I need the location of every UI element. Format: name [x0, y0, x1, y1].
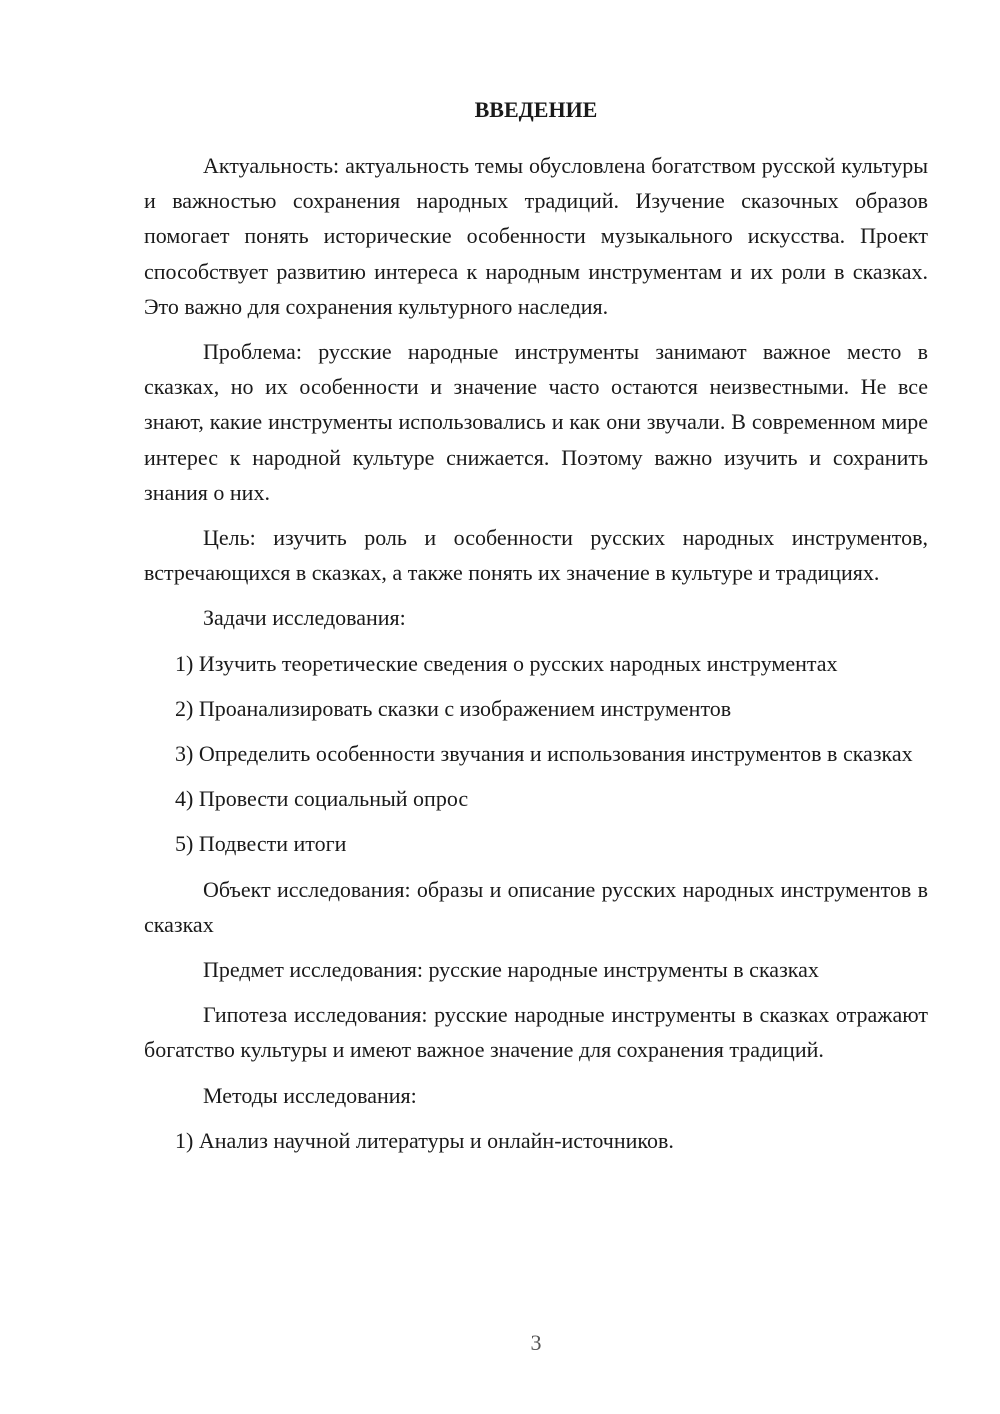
document-page — [144, 92, 928, 1168]
method-item: 1) Анализ научной литературы и онлайн-источников. — [175, 1127, 674, 1153]
task-item: 1) Изучить теоретические сведения о русских народных инструментах — [175, 650, 838, 676]
task-item: 4) Провести социальный опрос — [175, 786, 469, 812]
task-item: 2) Проанализировать сказки с изображением инструментов — [175, 695, 732, 721]
paragraph-object: Объект исследования: образы и описание русских народных инструментов в сказках — [144, 876, 928, 937]
task-item: 3) Определить особенности звучания и использования инструментов в сказках — [175, 741, 913, 767]
paragraph-goal: Цель: изучить роль и особенности русских народных инструментов, встречающихся в сказках, а также понять их значение в культуре и традициях. — [144, 525, 928, 586]
section-title: ВВЕДЕНИЕ — [474, 97, 598, 122]
paragraph-subject: Предмет исследования: русские народные инструменты в сказках — [203, 957, 819, 983]
paragraph-hypothesis: Гипотеза исследования: русские народные инструменты в сказках отражают богатство культуры и имеют важное значение для сохранения традиций. — [144, 1002, 928, 1063]
page-number: 3 — [530, 1330, 542, 1355]
paragraph-relevance: Актуальность: актуальность темы обусловлена богатством русской культуры и важностью сохранения народных традиций. Изучение сказочных образов помогает понять исторические особенности музыкального искусства. Проект способствует развитию интереса к народным инструментам и их роли в сказках. Это важно для сохранения культурного наследия. — [144, 153, 928, 319]
task-item: 5) Подвести итоги — [175, 831, 347, 857]
methods-heading: Методы исследования: — [203, 1082, 417, 1108]
paragraph-problem: Проблема: русские народные инструменты занимают важное место в сказках, но их особенности и значение часто остаются неизвестными. Не все знают, какие инструменты использовались и как они звучали. В современном мире интерес к народной культуре снижается. Поэтому важно изучить и сохранить знания о них. — [144, 339, 928, 505]
tasks-heading: Задачи исследования: — [203, 605, 406, 631]
